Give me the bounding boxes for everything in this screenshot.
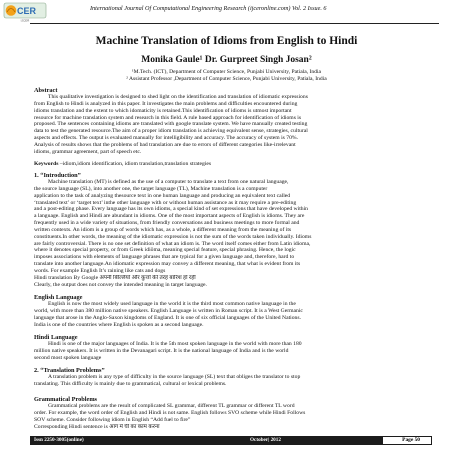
footer-date: October| 2012 [250, 437, 281, 443]
text-line: translate into another language.An idiomatic expression may convey a different meaning, that what is evident from its [34, 261, 301, 268]
journal-header [0, 0, 453, 24]
introduction-heading: 1. “Introduction” [34, 172, 81, 179]
text-line: imposes associations with elements of language phrases that are typical for a given language and, therefore, hard to [34, 254, 295, 261]
text-line: This qualitative investigation is designed to shed light on the identification and translation of idiomatic expressions [48, 94, 308, 100]
text-line: frequently used in a wide variety of situations, from friendly conversations and business meetings to more formal and [34, 220, 300, 227]
text-line: English is now the most widely used language in the world it is the third most common native language in the [48, 301, 296, 307]
text-line: application to the task of analyzing thesource text in one human language and producing an equivalent text called [34, 192, 291, 199]
text-line: the source language (SL), into another one, the target language (TL), Machine translation is a computer [34, 185, 268, 192]
text-line: India is one of the countries where English is spoken as a second language. [34, 321, 204, 328]
problems-text [34, 374, 428, 388]
text-line: Analysis of results shows that the problems of bad translation are due to errors of different categories like-irrelevant [34, 141, 296, 148]
svg-text:IJCER: IJCER [20, 18, 30, 23]
keywords-text: –idiom,idiom identification, idiom translation,translation strategies [58, 161, 212, 167]
text-line: data to test the generated resource.The aim of a proper idiom translation is achieving equivalent sense, strategies, cultural [34, 128, 308, 135]
english-text [34, 301, 428, 328]
text-line: idioms translation and the extent to which idomaticity is retained.This identification of idioms is utmost important [34, 107, 292, 114]
paper-authors: Monika Gaule¹ Dr. Gurpreet Singh Josan² [141, 55, 312, 65]
text-line: where it denotes special property, or from Greek idiōma, meaning special feature, special phrasing. Hence, the logic [34, 247, 296, 254]
keywords [34, 161, 428, 168]
text-line: are fairly controversial. There is no one set definition of what an idiom is. The word itself comes either from Latin idioma, [34, 240, 311, 247]
text-line: Hindi translation By Google अपनी बिल्लियों और कुत्तों की तरह बारिश हो रही [34, 274, 196, 281]
text-line: language that arose in the Anglo-Saxon kingdoms of England. It is one of six official languages of the United Nations. [34, 314, 301, 321]
journal-logo-icon [2, 1, 48, 23]
text-line: world, with more than 380 million native speakers. English Language is written in Roman script. It is a West Germanic [34, 307, 303, 314]
text-line: written contexts. An idiom is a group of words which has, as a whole, a different meaning from the meaning of its [34, 226, 292, 233]
text-line: translating. This difficulty is mainly due to grammatical, cultural or lexical problems. [34, 380, 227, 387]
affiliation-1: ¹M.Tech. (ICT), Department of Computer Science, Punjabi University, Patiala, India [131, 69, 322, 75]
text-line: a language. English and Hindi are abundant in idioms. One of the most important aspects of English is idioms. They are [34, 213, 305, 220]
hindi-heading: Hindi Language [34, 334, 78, 341]
text-line: from English to Hindi is analyzed in this paper. It investigates the main problems and difficulties encountered during [34, 100, 298, 107]
paper-title: Machine Translation of Idioms from English to Hindi [95, 35, 358, 47]
text-line: constituents.In other words, the meaning of the idiomatic expression is not the sum of the words taken individually. Idioms [34, 233, 312, 240]
grammatical-text [34, 403, 428, 430]
journal-name: International Journal Of Computational Engineering Research (ijceronline.com) Vol. 2 Issue. 6 [90, 5, 327, 12]
keywords-label: Keywords [34, 161, 59, 167]
text-line: and a post-editing phase. Every language has its own idioms, a special kind of set expressions that have developed within [34, 206, 308, 213]
svg-text:CER: CER [17, 6, 37, 16]
text-line: ‘translated text’ or ‘target text’ inthe other language with or without human assistance as it may require a pre-editing [34, 199, 297, 206]
page-number: Page 50 [402, 437, 420, 443]
text-line: words. For example English It’s raining like cats and dogs [34, 267, 166, 274]
hindi-text [34, 341, 428, 362]
text-line: Corresponding Hindi sentence is आग में घी का काम करना [34, 423, 160, 430]
text-line: A translation problem is any type of difficulty in the source language (SL) text that obliges the translator to stop [48, 374, 301, 380]
text-line: Clearly, the output does not convey the intended meaning in target language. [34, 281, 207, 288]
abstract-heading: Abstract [34, 87, 58, 94]
footer-issn: Issn 2250-3005(online) [34, 437, 84, 443]
abstract-text [34, 94, 428, 156]
text-line: aspects and effects. The output is evaluated manually for intelligibility and accuracy. The accuracy of system is 70%. [34, 135, 299, 142]
text-line: Machine translation (MT) is defined as the use of a computer to translate a text from one natural language, [48, 179, 289, 185]
text-line: Hindi is one of the major languages of India. It is the 5th most spoken language in the world with more than 180 [48, 341, 302, 347]
text-line: million native speakers. It is written in the Devanagari script. It is the national language of India and is the world [34, 347, 289, 354]
grammatical-heading: Grammatical Problems [34, 396, 98, 403]
text-line: proposed. The sentences containing idioms are translated with google translate system. We have manually created testing [34, 121, 308, 128]
english-heading: English Language [34, 294, 83, 301]
text-line: order. For example, the word order of English and Hindi is not same. English follows SVO scheme while Hindi Follows [34, 409, 306, 416]
text-line: Grammatical problems are the result of complicated SL grammar, different TL grammar or different TL word [48, 403, 295, 409]
affiliation-2: ² Assistant Professor ,Department of Computer Science, Punjabi University, Patiala, India [126, 76, 327, 82]
header-rule [30, 23, 439, 24]
text-line: idioms, grammar agreement, part of speech etc. [34, 148, 142, 155]
introduction-text [34, 179, 428, 289]
text-line: SOV scheme. Consider following idiom in English “Add fuel to fire” [34, 416, 191, 423]
text-line: second most spoken language [34, 354, 102, 361]
problems-heading: 2. “Translation Problems” [34, 367, 105, 374]
text-line: resource for machine translation system and research in this field. A rule based approach for identification of idioms is [34, 114, 302, 121]
page-footer [30, 436, 432, 445]
